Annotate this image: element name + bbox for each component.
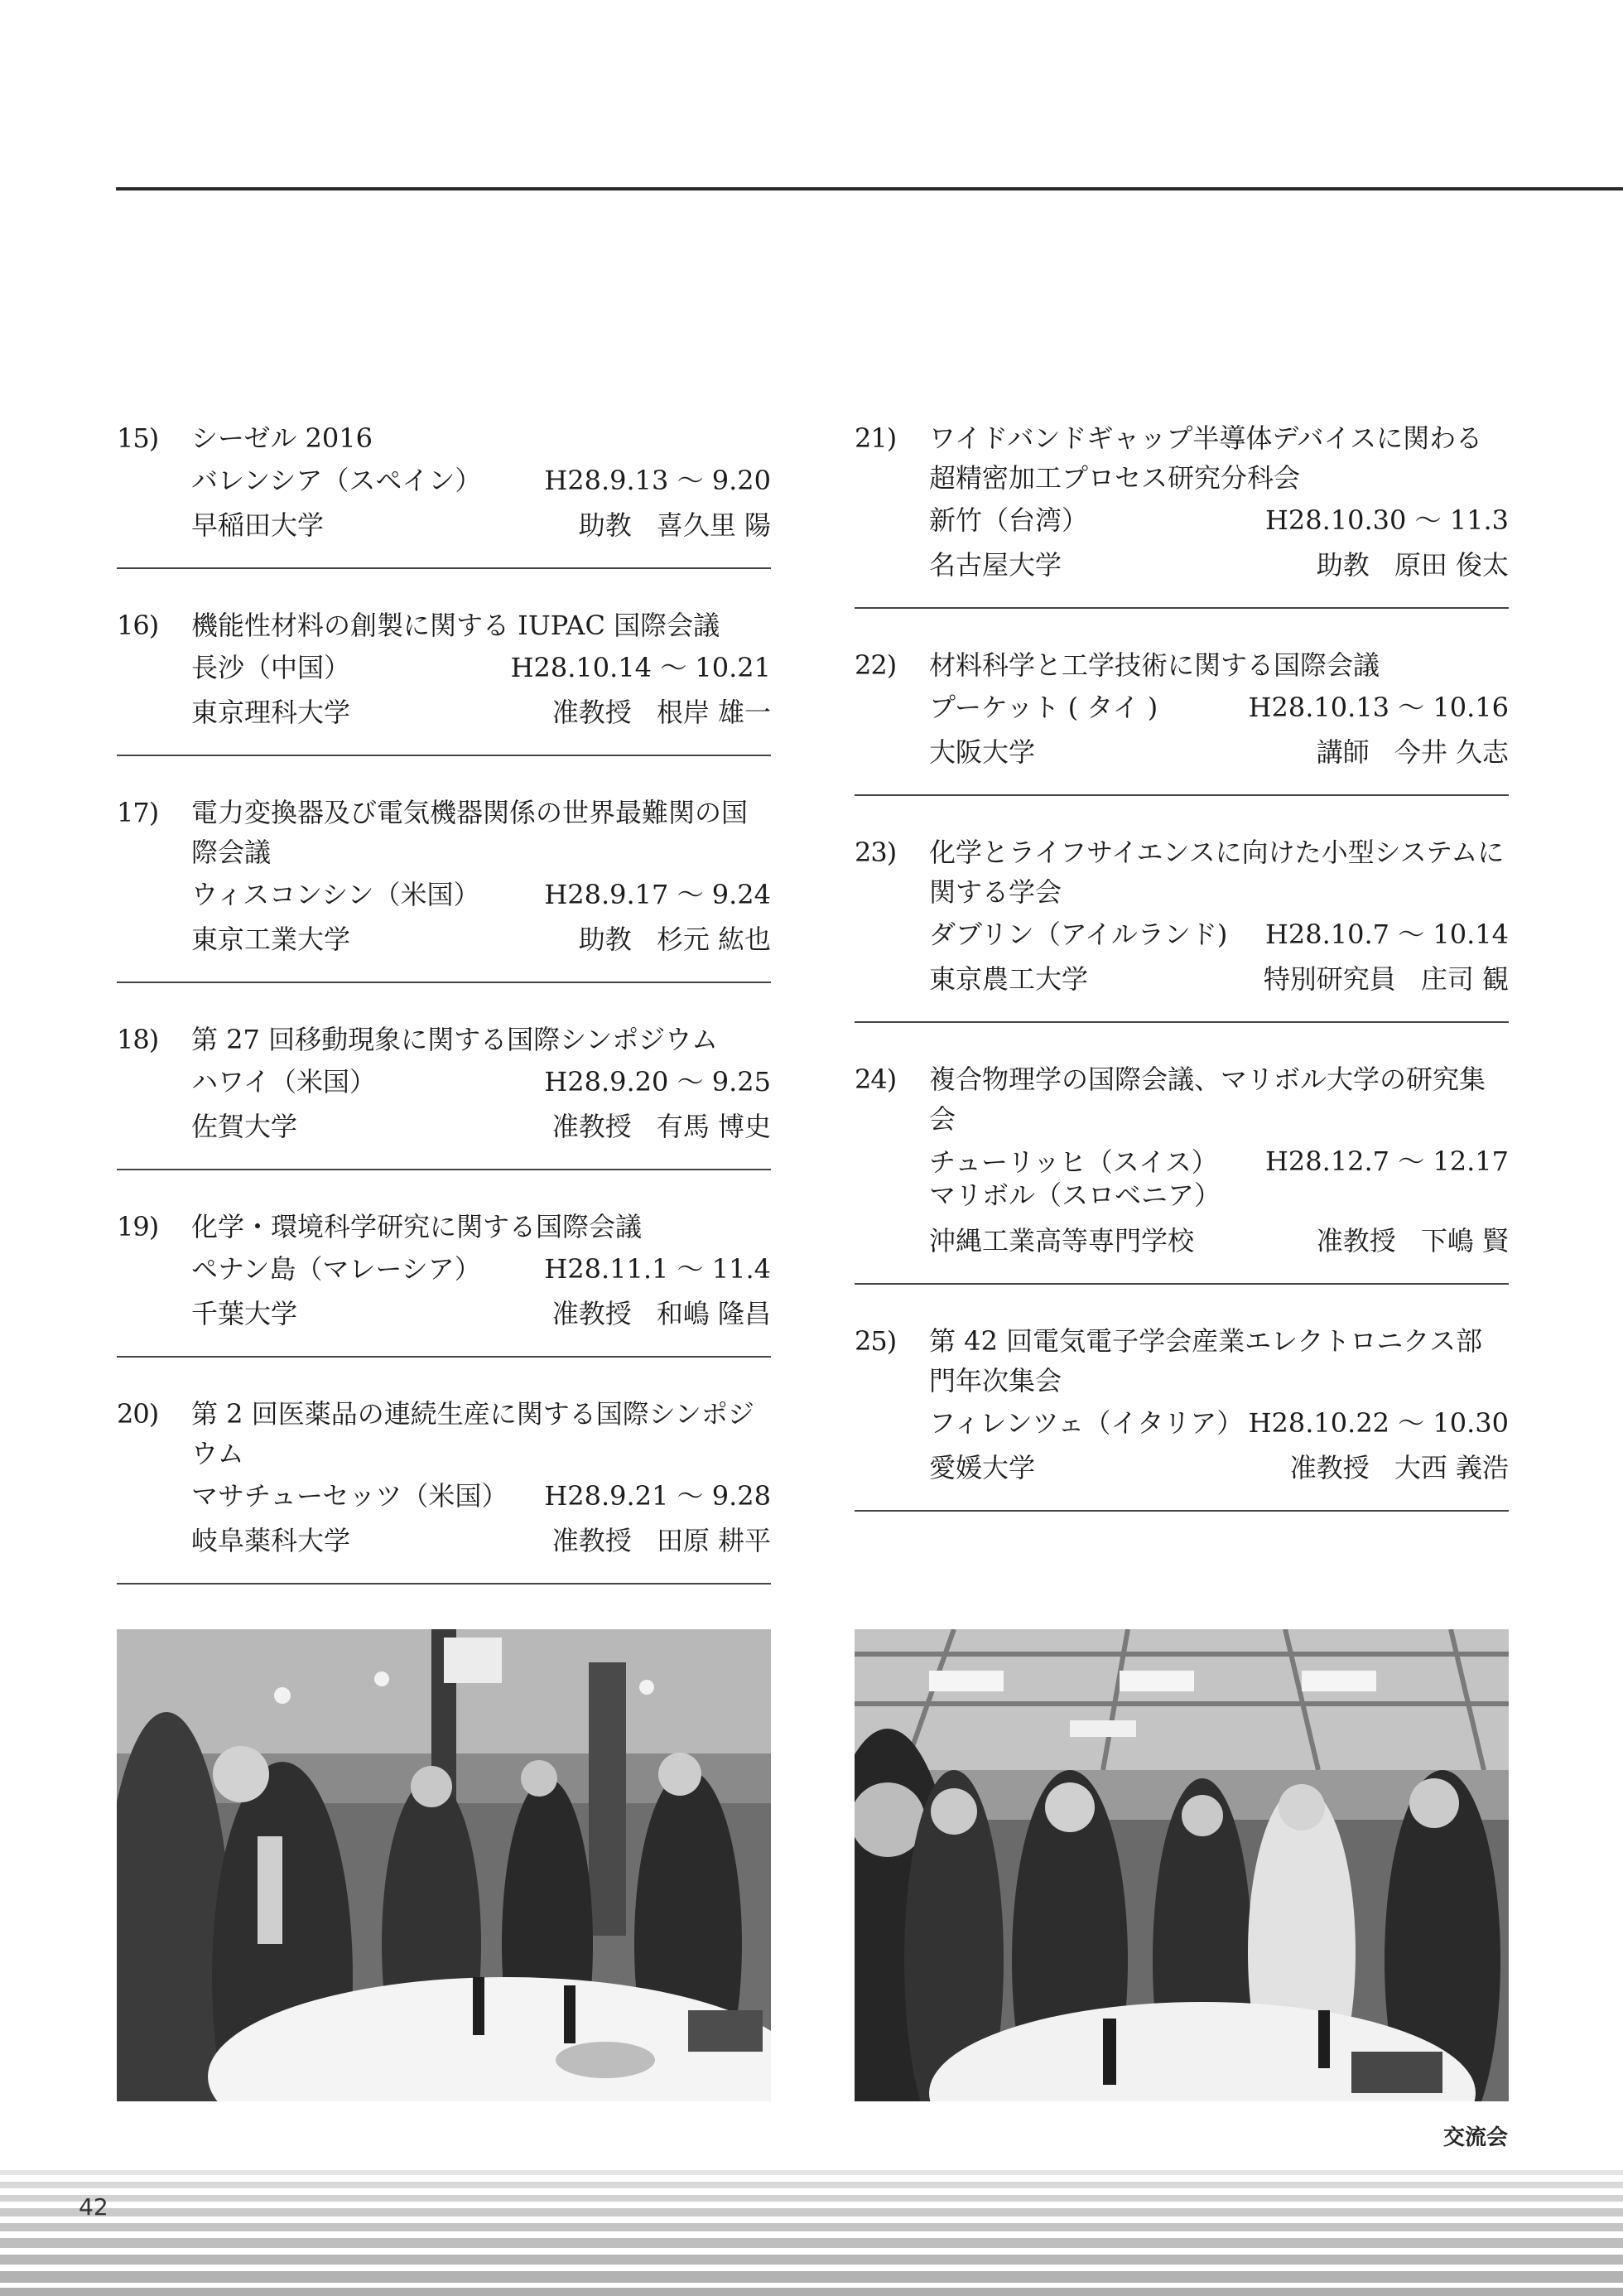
entry-dates: H28.9.17 ～ 9.24 [544,879,771,910]
entry-dates: H28.10.13 ～ 10.16 [1248,692,1509,723]
entry-location: 新竹（台湾） [929,504,1089,536]
entry-name: 和嶋 隆昌 [656,1298,771,1329]
entries-column-left [117,418,771,1585]
entry-location: 長沙（中国） [191,652,351,683]
entry-person [1290,1445,1509,1490]
entry-role: 准教授 [551,1111,632,1142]
entry-title: 材料科学と工学技術に関する国際会議 [929,649,1380,681]
entry-location: フィレンツェ（イタリア） [929,1407,1244,1439]
entry-name: 田原 耕平 [656,1525,771,1556]
entry-dates: H28.9.20 ～ 9.25 [544,1066,771,1097]
entry-number: 23) [855,837,897,868]
page-number: 42 [79,2193,108,2221]
entry-title-row [855,418,1509,498]
entry-name: 大西 義浩 [1394,1452,1509,1483]
entry-title-row [117,1207,771,1247]
entry-location-row [117,1247,771,1291]
entry-number: 24) [855,1064,897,1095]
entry-location: チューリッヒ（スイス） [929,1146,1218,1178]
entry-dates: H28.12.7 ～ 12.17 [1264,1146,1509,1177]
entry-locations [929,1139,1221,1218]
entry-affiliation-row [117,503,771,547]
entry-title: 機能性材料の創製に関する IUPAC 国際会議 [191,610,720,641]
entry-name: 喜久里 陽 [656,509,771,541]
entry-title: 複合物理学の国際会議、マリボル大学の研究集会 [929,1064,1486,1135]
entry-affiliation-row [855,730,1509,774]
conference-entry [855,418,1509,609]
entry-title-row [855,645,1509,685]
conference-entry [117,983,771,1170]
conference-entry [855,1285,1509,1512]
entry-role: 准教授 [1316,1225,1396,1257]
entry-dates: H28.10.22 ～ 10.30 [1248,1407,1509,1439]
entry-dates: H28.9.13 ～ 9.20 [544,465,771,496]
entry-name: 庄司 観 [1420,963,1509,995]
conference-entry [855,1023,1509,1285]
entry-person [579,503,771,547]
entry-title: 化学・環境科学研究に関する国際会議 [191,1211,643,1242]
entry-title: 第 2 回医薬品の連続生産に関する国際シンポジウム [191,1398,754,1469]
photo-caption: 交流会 [1442,2125,1508,2150]
entry-affiliation-row [117,1104,771,1149]
entry-institution: 東京工業大学 [191,924,351,955]
entry-dates: H28.9.21 ～ 9.28 [544,1480,771,1512]
conference-entry [117,418,771,569]
entry-title: 第 27 回移動現象に関する国際シンポジウム [191,1024,718,1055]
entry-location: ハワイ（米国） [191,1066,377,1097]
entry-location: ウィスコンシン（米国） [191,879,480,910]
header-rule [116,187,1623,191]
entry-title: シーゼル 2016 [191,422,373,454]
entry-dates: H28.10.30 ～ 11.3 [1264,504,1509,536]
entry-role: 助教 [1316,549,1370,581]
entry-name: 杉元 紘也 [656,924,771,955]
reception-photo-left [117,1629,771,2101]
entry-name: 今井 久志 [1394,736,1509,768]
entry-location: ダブリン（アイルランド) [929,919,1228,950]
entry-location-row [855,1401,1509,1445]
entry-role: 助教 [578,509,632,541]
entry-affiliation-row [855,957,1509,1001]
reception-photo-right [855,1629,1509,2101]
entry-dates: H28.10.7 ～ 10.14 [1264,919,1509,950]
entry-institution: 千葉大学 [191,1298,298,1329]
entry-location: バレンシア（スペイン） [191,465,482,496]
entry-number: 19) [117,1211,159,1242]
entry-dates: H28.10.14 ～ 10.21 [510,652,771,683]
entry-number: 22) [855,649,897,681]
entry-role: 准教授 [1289,1452,1370,1483]
entry-person [552,690,771,735]
entry-title-row [855,832,1509,912]
entry-affiliation-row [855,1218,1509,1263]
entry-location: ペナン島（マレーシア） [191,1253,481,1285]
conference-entry [117,569,771,756]
entry-number: 21) [855,422,897,454]
entry-title-row [117,605,771,645]
entry-affiliation-row [855,1445,1509,1490]
entry-title: 化学とライフサイエンスに向けた小型システムに関する学会 [929,837,1505,908]
entry-location-row [855,685,1509,730]
entry-role: 特別研究員 [1263,963,1396,995]
entry-person [1264,957,1509,1001]
entry-person [552,1291,771,1336]
entry-name: 下嶋 賢 [1420,1225,1509,1257]
entry-location-row [117,872,771,917]
entry-name: 有馬 博史 [656,1111,771,1142]
entry-name: 根岸 雄一 [656,697,771,728]
entry-institution: 名古屋大学 [929,549,1062,581]
entry-location-secondary: マリボル（スロベニア） [929,1179,1221,1211]
entry-person [1317,1218,1509,1263]
entry-role: 助教 [578,924,632,955]
entry-location-row [855,912,1509,957]
entry-dates: H28.11.1 ～ 11.4 [544,1253,771,1285]
entry-title: ワイドバンドギャップ半導体デバイスに関わる超精密加工プロセス研究分科会 [929,422,1483,494]
footer-stripes [0,2170,1623,2296]
entry-location: マサチューセッツ（米国） [191,1480,508,1512]
entry-institution: 大阪大学 [929,736,1036,768]
entry-institution: 愛媛大学 [929,1452,1036,1483]
entry-person [579,917,771,962]
entry-title-row [855,1059,1509,1139]
entry-institution: 早稲田大学 [191,509,325,541]
entry-location-row [117,645,771,690]
entry-person [552,1104,771,1149]
entry-institution: 東京農工大学 [929,963,1089,995]
entry-number: 17) [117,797,159,828]
entry-number: 16) [117,610,159,641]
entry-number: 25) [855,1325,897,1357]
entry-title-row [117,793,771,872]
entry-title-row [117,418,771,458]
entry-affiliation-row [855,543,1509,587]
entry-role: 准教授 [551,1298,632,1329]
entry-location: プーケット ( タイ ) [929,692,1158,723]
entry-title: 第 42 回電気電子学会産業エレクトロニクス部門年次集会 [929,1325,1483,1396]
entry-role: 講師 [1316,736,1370,768]
entry-title-row [855,1321,1509,1401]
entry-institution: 佐賀大学 [191,1111,298,1142]
entry-location-row [117,1059,771,1104]
entry-number: 20) [117,1398,159,1430]
entry-affiliation-row [117,1291,771,1336]
entry-person [552,1518,771,1563]
entry-number: 18) [117,1024,159,1055]
entry-location-row [117,1474,771,1518]
entry-institution: 東京理科大学 [191,697,351,728]
conference-entry [117,756,771,983]
entry-affiliation-row [117,917,771,962]
entry-title: 電力変換器及び電気機器関係の世界最難関の国際会議 [191,797,749,868]
entry-location-row [855,498,1509,543]
entry-institution: 沖縄工業高等専門学校 [929,1225,1195,1257]
entries-column-right [855,418,1509,1512]
entry-role: 准教授 [551,1525,632,1556]
entry-person [1317,543,1509,587]
entry-title-row [117,1020,771,1059]
conference-entry [117,1358,771,1585]
conference-entry [855,609,1509,796]
entry-role: 准教授 [551,697,632,728]
entry-affiliation-row [117,690,771,735]
entry-number: 15) [117,422,159,454]
entry-title-row [117,1394,771,1474]
entry-person [1317,730,1509,774]
entry-affiliation-row [117,1518,771,1563]
conference-entry [855,796,1509,1023]
conference-entry [117,1170,771,1358]
entry-location-row [855,1139,1509,1218]
entry-institution: 岐阜薬科大学 [191,1525,351,1556]
entry-name: 原田 俊太 [1394,549,1509,581]
entry-location-row [117,458,771,503]
